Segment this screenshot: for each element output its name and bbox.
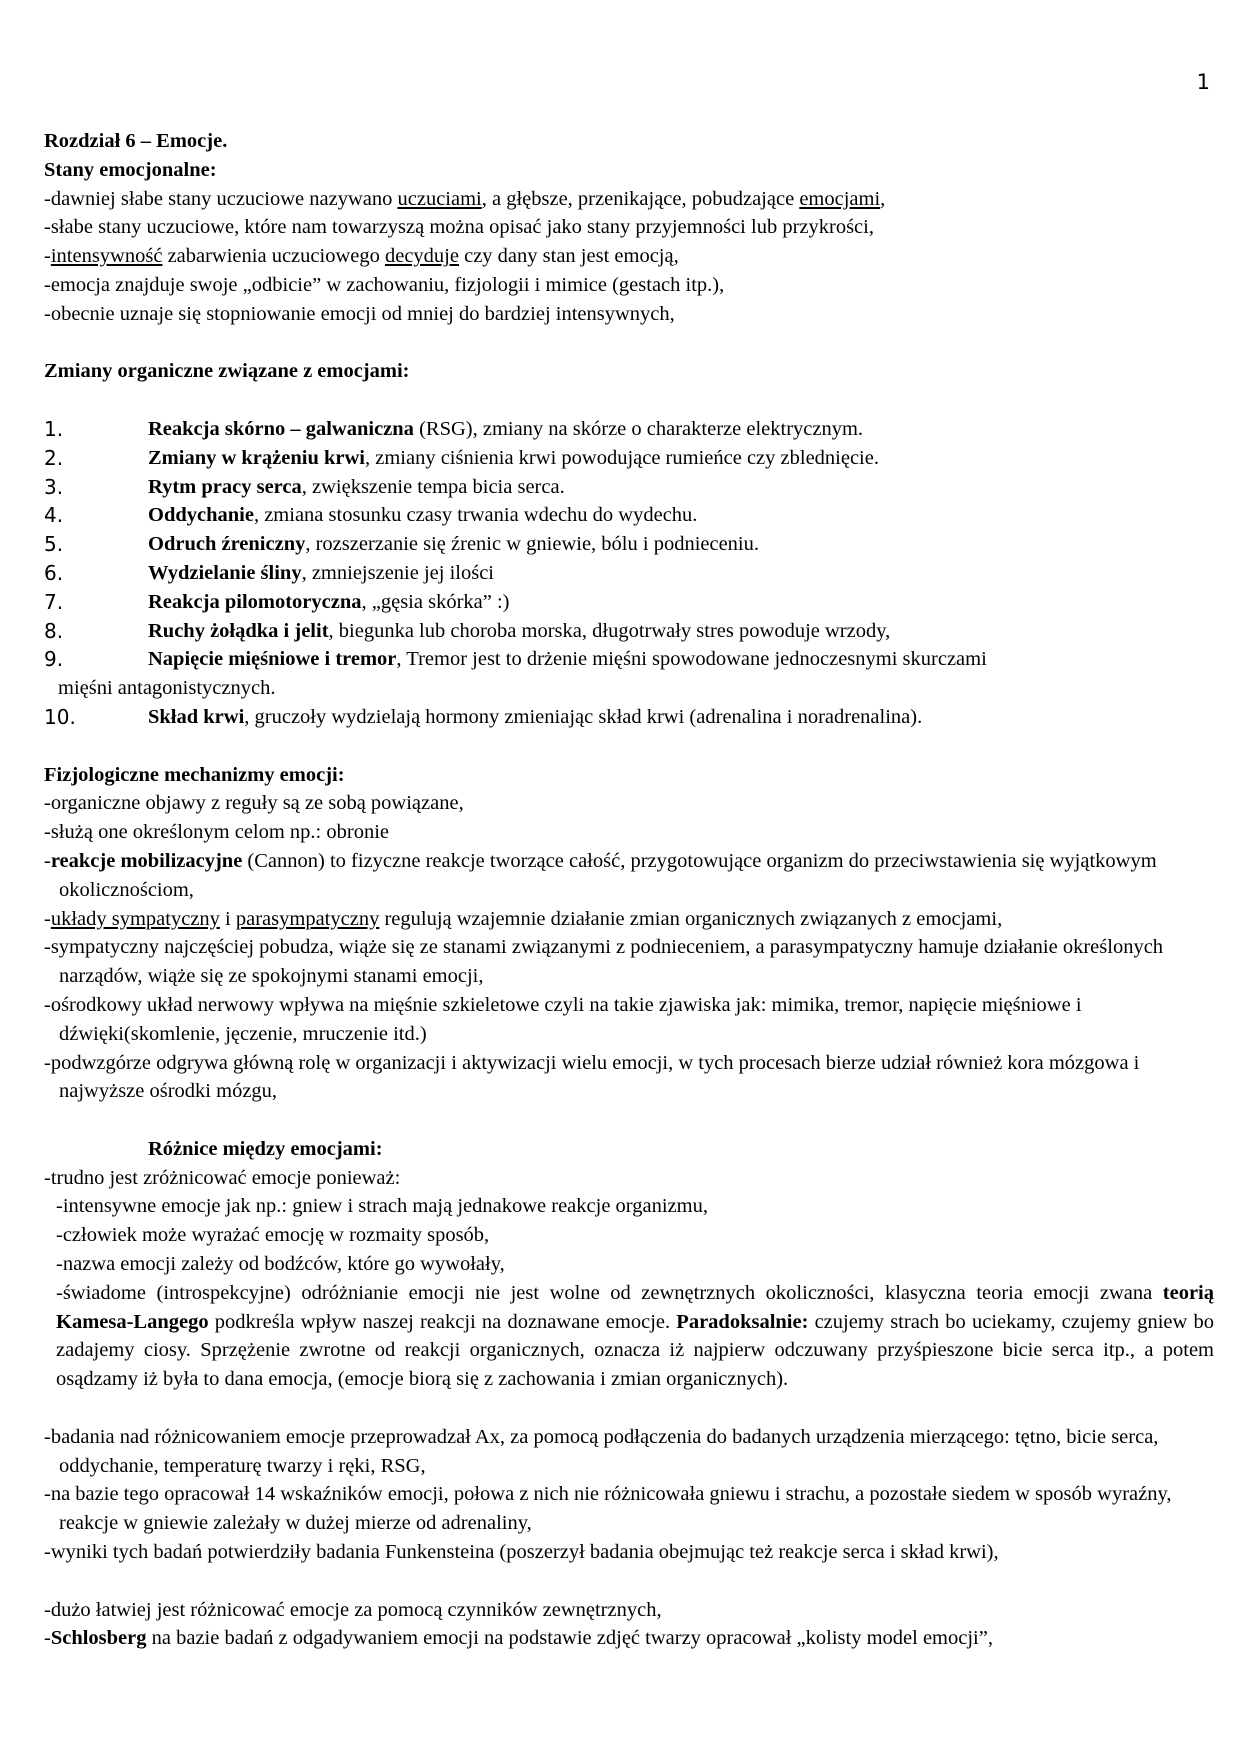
paragraph-line: -obecnie uznaje się stopniowanie emocji od mniej do bardziej intensywnych, [44, 302, 675, 325]
section-heading-stany: Stany emocjonalne: [44, 158, 217, 181]
section-heading-fizjologiczne: Fizjologiczne mechanizmy emocji: [44, 763, 345, 786]
paragraph-line: -reakcje mobilizacyjne (Cannon) to fizyczne reakcje tworzące całość, przygotowujące organizm do przeciwstawienia się wyjątkowym okolicznościom, [44, 849, 1157, 901]
paragraph-line: -na bazie tego opracował 14 wskaźników emocji, połowa z nich nie różnicowała gniewu i strachu, a pozostałe siedem w sposób wyraźny, reakcje w gniewie zależały w dużej mierze od adrenaliny, [44, 1483, 1172, 1535]
list-item: 7. Reakcja pilomotoryczna, „gęsia skórka” :) [44, 589, 510, 614]
paragraph-line: -słabe stany uczuciowe, które nam towarzyszą można opisać jako stany przyjemności lub przykrości, [44, 216, 874, 239]
paragraph-line: -nazwa emocji zależy od bodźców, które go wywołały, [56, 1253, 505, 1276]
paragraph-line: -intensywność zabarwienia uczuciowego decyduje czy dany stan jest emocją, [44, 245, 679, 268]
paragraph-line: -układy sympatyczny i parasympatyczny regulują wzajemnie działanie zmian organicznych związanych z emocjami, [44, 907, 1003, 930]
paragraph-line: -dawniej słabe stany uczuciowe nazywano uczuciami, a głębsze, przenikające, pobudzające emocjami, [44, 187, 886, 210]
list-item: 2. Zmiany w krążeniu krwi, zmiany ciśnienia krwi powodujące rumieńce czy zblednięcie. [44, 445, 879, 470]
list-item: 8. Ruchy żołądka i jelit, biegunka lub choroba morska, długotrwały stres powoduje wrzody, [44, 618, 891, 643]
paragraph-line: -wyniki tych badań potwierdziły badania Funkensteina (poszerzył badania obejmując też reakcje serca i skład krwi), [44, 1541, 999, 1564]
list-item: 1. Reakcja skórno – galwaniczna (RSG), zmiany na skórze o charakterze elektrycznym. [44, 416, 864, 441]
paragraph-line: -badania nad różnicowaniem emocje przeprowadzał Ax, za pomocą podłączenia do badanych urządzenia mierzącego: tętno, bicie serca, oddychanie, temperaturę twarzy i ręki, RSG, [44, 1425, 1159, 1477]
paragraph-line: -organiczne objawy z reguły są ze sobą powiązane, [44, 792, 464, 815]
section-heading-zmiany: Zmiany organiczne związane z emocjami: [44, 360, 410, 383]
list-item: 10. Skład krwi, gruczoły wydzielają hormony zmieniając skład krwi (adrenalina i noradrenalina). [44, 704, 923, 729]
paragraph-line: -Schlosberg na bazie badań z odgadywaniem emocji na podstawie zdjęć twarzy opracował „kolisty model emocji”, [44, 1627, 993, 1650]
list-item: 4. Oddychanie, zmiana stosunku czasy trwania wdechu do wydechu. [44, 503, 698, 528]
paragraph-block: -świadome (introspekcyjne) odróżnianie emocji nie jest wolne od zewnętrznych okoliczności, klasyczna teoria emocji zwana teorią Kamesa-Langego podkreśla wpływ naszej reakcji na doznawane emocje. Paradoksalnie: czujemy strach bo uciekamy, czujemy gniew bo zadajemy ciosy. Sprzężenie zwrotne od reakcji organicznych, oznacza iż najpierw odczuwany przyśpieszone bicie serca itp., a potem osądzamy iż była to dana emocja, (emocje biorą się z zachowania i zmian organicznych). [56, 1281, 1214, 1391]
paragraph-line: -sympatyczny najczęściej pobudza, wiąże się ze stanami związanymi z podnieceniem, a parasympatyczny hamuje działanie określonych narządów, wiąże się ze spokojnymi stanami emocji, [44, 936, 1164, 988]
paragraph-line: -intensywne emocje jak np.: gniew i strach mają jednakowe reakcje organizmu, [56, 1195, 708, 1218]
list-item: 9. Napięcie mięśniowe i tremor, Tremor jest to drżenie mięśni spowodowane jednoczesnymi skurczami mięśni antagonistycznych. [44, 647, 987, 700]
list-item: 3. Rytm pracy serca, zwiększenie tempa bicia serca. [44, 474, 565, 499]
paragraph-line: -podwzgórze odgrywa główną rolę w organizacji i aktywizacji wielu emocji, w tych procesach bierze udział również kora mózgowa i najwyższe ośrodki mózgu, [44, 1051, 1140, 1103]
paragraph-line: -służą one określonym celom np.: obronie [44, 821, 389, 844]
list-item: 5. Odruch źreniczny, rozszerzanie się źrenic w gniewie, bólu i podnieceniu. [44, 532, 760, 557]
page-number: 1 [1196, 70, 1210, 94]
paragraph-line: -człowiek może wyrażać emocję w rozmaity sposób, [56, 1224, 490, 1247]
paragraph-line: -trudno jest zróżnicować emocje ponieważ: [44, 1166, 401, 1189]
paragraph-line: -ośrodkowy układ nerwowy wpływa na mięśnie szkieletowe czyli na takie zjawiska jak: mimika, tremor, napięcie mięśniowe i dźwięki(skomlenie, jęczenie, mruczenie itd.) [44, 993, 1082, 1045]
section-heading-roznice: Różnice między emocjami: [148, 1137, 383, 1160]
chapter-title: Rozdział 6 – Emocje. [44, 130, 228, 152]
paragraph-line: -emocja znajduje swoje „odbicie” w zachowaniu, fizjologii i mimice (gestach itp.), [44, 273, 725, 296]
document-body [44, 127, 1214, 1653]
paragraph-line: -dużo łatwiej jest różnicować emocje za pomocą czynników zewnętrznych, [44, 1598, 662, 1621]
list-item: 6. Wydzielanie śliny, zmniejszenie jej ilości [44, 560, 494, 585]
